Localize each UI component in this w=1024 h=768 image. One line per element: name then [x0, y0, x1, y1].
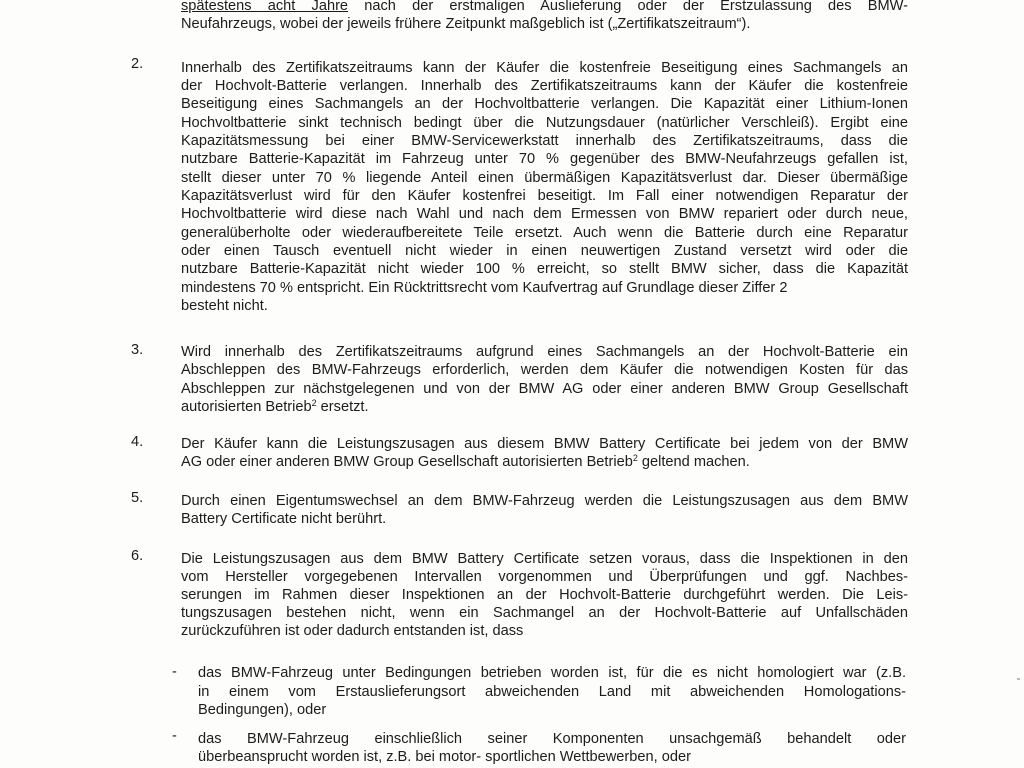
item2-line: oder einen Tausch eventuell nicht wieder in einen neuwertigen Zustand versetzt wird oder die: [181, 243, 908, 259]
item5-line: Battery Certificate nicht berührt.: [181, 511, 387, 527]
item6-line: serungen im Rahmen dieser Inspektionen an der Hochvolt-Batterie durchgeführt werden. Die Leis-: [181, 587, 908, 603]
item2-line: Beseitigung eines Sachmangels an der Hochvoltbatterie verlangen. Die Kapazität einer Lithium-Ionen: [181, 96, 908, 112]
item3-last-tail: ersetzt.: [316, 399, 369, 415]
item2-line: der Hochvolt-Batterie verlangen. Innerhalb des Zertifikatszeitraums kann der Käufer die kostenfreie: [181, 78, 908, 94]
item2-line: nutzbare Batterie-Kapazität im Fahrzeug unter 70 % gegenüber des BMW-Neufahrzeugs gefallen ist,: [181, 151, 908, 167]
item2-line: Kapazitätsmessung bei einer BMW-Servicewerkstatt innerhalb des Zertifikatszeitraums, dass die: [181, 133, 908, 149]
footnote-marker: 2: [311, 398, 317, 408]
item1-line-2: Neufahrzeugs, wobei der jeweils frühere Zeitpunkt maßgeblich ist („Zertifikatszeitraum“).: [181, 16, 751, 32]
item3-line: Abschleppen zur nächstgelegenen und von der BMW AG oder einer anderen BMW Group Gesellschaft: [181, 381, 908, 397]
item5-line: Durch einen Eigentumswechsel an dem BMW-Fahrzeug werden die Leistungszusagen aus dem BMW: [181, 493, 908, 509]
item4-line-1: Der Käufer kann die Leistungszusagen aus diesem BMW Battery Certificate bei jedem von der BMW: [181, 436, 908, 452]
item2-line: Kapazitätsverlust wird für den Käufer kostenfrei beseitigt. Im Fall einer notwendigen Reparatur der: [181, 188, 908, 204]
bullet-dash: -: [172, 664, 177, 680]
scan-edge-mark: [1017, 678, 1020, 680]
item1-line-1-rest: nach der erstmaligen Auslieferung oder der Erstzulassung des BMW-: [348, 0, 909, 14]
item5-number: 5.: [131, 490, 144, 506]
item3-line: Wird innerhalb des Zertifikatszeitraums aufgrund eines Sachmangels an der Hochvolt-Batterie ein: [181, 344, 908, 360]
item6-line: Die Leistungszusagen aus dem BMW Battery Certificate setzen voraus, dass die Inspektionen in den: [181, 551, 908, 567]
item6-number: 6.: [131, 548, 144, 564]
bullet-line: in einem vom Erstauslieferungsort abweichenden Land mit abweichenden Homologations-: [198, 684, 906, 700]
bullet-dash: -: [172, 728, 177, 744]
item3-number: 3.: [131, 342, 144, 358]
bullet-line: überbeansprucht worden ist, z.B. bei motor- sportlichen Wettbewerben, oder: [198, 749, 691, 765]
item4-line-2-tail: geltend machen.: [637, 454, 750, 470]
item4-number: 4.: [131, 434, 144, 450]
item4-line-2-text: AG oder einer anderen BMW Group Gesellschaft autorisierten Betrieb: [181, 454, 633, 470]
item3-line-last: [181, 398, 908, 416]
item6-line: tungszusagen bestehen nicht, wenn ein Sachmangel an der Hochvolt-Batterie auf Unfallschäden: [181, 605, 908, 621]
item2-line: generalüberholte oder wiederaufbereitete Teile ersetzt. Auch wenn die Batterie durch eine Reparatur: [181, 225, 908, 241]
item2-line: mindestens 70 % entspricht. Ein Rücktrittsrecht vom Kaufvertrag auf Grundlage dieser Ziffer 2: [181, 280, 788, 296]
item6-line: vom Hersteller vorgegebenen Intervallen vorgenommen und Überprüfungen und ggf. Nachbes-: [181, 569, 908, 585]
bullet-line: das BMW-Fahrzeug einschließlich seiner Komponenten unsachgemäß behandelt oder: [198, 731, 906, 747]
item3-last-text: autorisierten Betrieb: [181, 399, 312, 415]
item2-line: Innerhalb des Zertifikatszeitraums kann der Käufer die kostenfreie Beseitigung eines Sachmangels an: [181, 60, 908, 76]
bullet-line: Bedingungen), oder: [198, 702, 327, 718]
item2-number: 2.: [131, 56, 144, 72]
item4-line-2: [181, 453, 908, 471]
item1-underlined-text: spätestens acht Jahre: [181, 0, 349, 14]
item2-line: Hochvoltbatterie wird diese nach Wahl und nach dem Ermessen von BMW repariert oder durch neue,: [181, 206, 908, 222]
item2-line: nutzbare Batterie-Kapazität nicht wieder 100 % erreicht, so stellt BMW sicher, dass die Kapazität: [181, 261, 908, 277]
item1-line-1: [181, 0, 908, 15]
item6-line: zurückzuführen ist oder dadurch entstanden ist, dass: [181, 623, 524, 639]
item3-line: Abschleppen des BMW-Fahrzeugs erforderlich, werden dem Käufer die notwendigen Kosten für das: [181, 362, 908, 378]
item2-line: Hochvoltbatterie sinkt technisch bedingt über die Nutzungsdauer (natürlicher Verschleiß). Ergibt eine: [181, 115, 908, 131]
item2-line: besteht nicht.: [181, 298, 268, 314]
footnote-marker: 2: [632, 453, 638, 463]
bullet-line: das BMW-Fahrzeug unter Bedingungen betrieben worden ist, für die es nicht homologiert war (z.B.: [198, 665, 906, 681]
item2-line: stellt dieser unter 70 % liegende Anteil einen übermäßigen Kapazitätsverlust dar. Dieser übermäßige: [181, 170, 908, 186]
